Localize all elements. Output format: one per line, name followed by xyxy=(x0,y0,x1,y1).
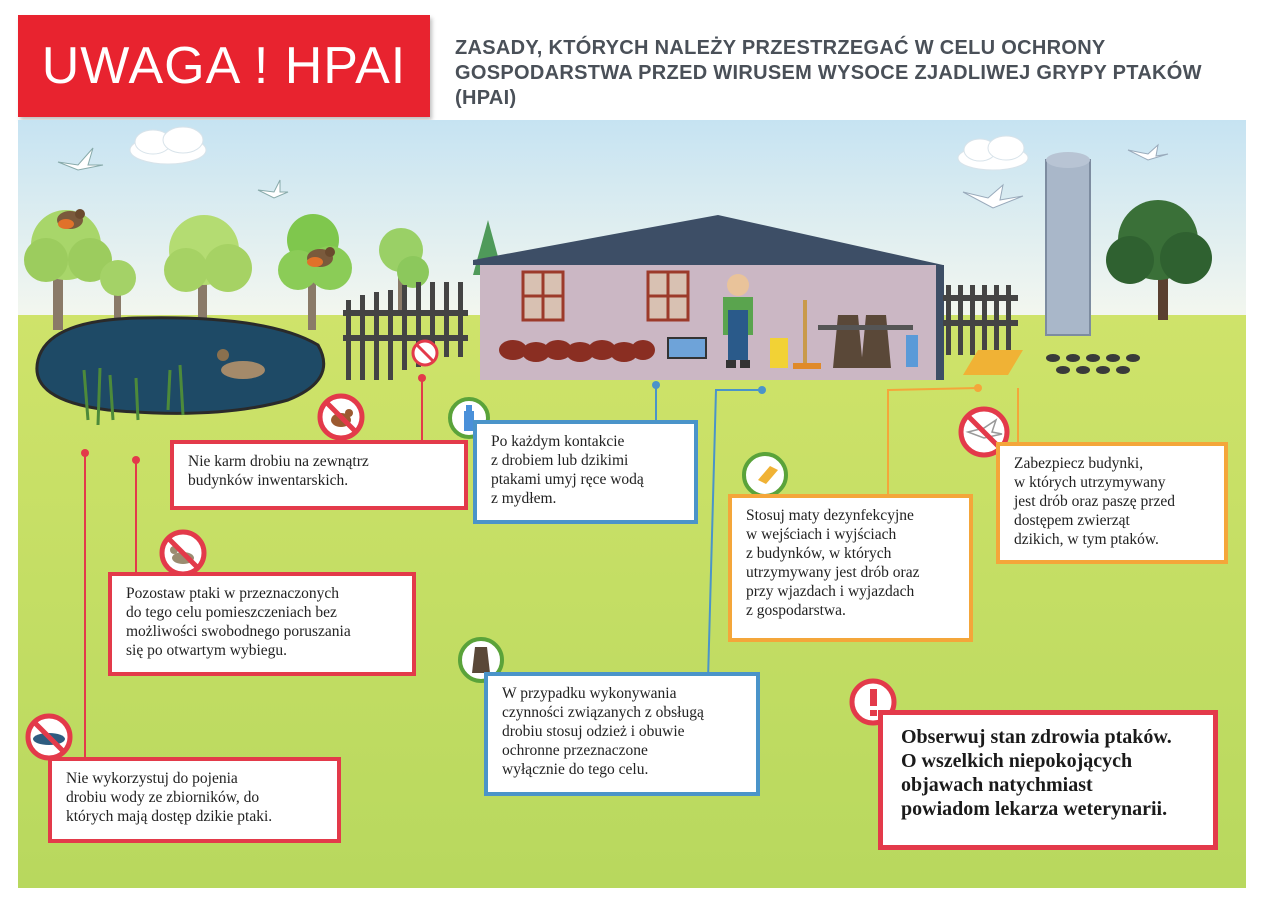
no-feeding-icon xyxy=(410,338,440,368)
egg-tray xyxy=(668,338,706,358)
warning-banner xyxy=(18,15,430,117)
no-walking-bird-icon xyxy=(158,528,208,578)
rule-protective-clothing: W przypadku wykonywania czynności związanych z obsługą drobiu stosuj odzież i obuwie ochronne przeznaczone wyłącznie do tego celu. xyxy=(484,672,760,796)
disinfection-mat-icon xyxy=(740,450,790,500)
rule-no-feeding-outside: Nie karm drobiu na zewnątrz budynków inwentarskich. xyxy=(170,440,468,510)
silo xyxy=(1046,152,1090,335)
boots xyxy=(770,338,788,368)
rule-keep-birds-inside: Pozostaw ptaki w przeznaczonych do tego celu pomieszczeniach bez możliwości swobodnego poruszania się po otwartym wybiegu. xyxy=(108,572,416,676)
broom xyxy=(803,300,807,365)
rule-wash-hands: Po każdym kontakcie z drobiem lub dzikimi ptakami umyj ręce wodą z mydłem. xyxy=(473,420,698,524)
rule-no-wild-water: Nie wykorzystuj do pojenia drobiu wody ze zbiorników, do których mają dostęp dzikie ptaki. xyxy=(48,757,341,843)
soap-bottle xyxy=(906,335,918,367)
rule-secure-buildings: Zabezpiecz budynki, w których utrzymywany jest drób oraz paszę przed dostępem zwierząt dzikich, w tym ptaków. xyxy=(996,442,1228,564)
farm-illustration xyxy=(18,120,1246,888)
no-water-dish-icon xyxy=(24,712,74,762)
no-hen-outside-icon xyxy=(316,392,366,442)
cloud xyxy=(130,127,206,164)
banner-title: UWAGA ! HPAI xyxy=(41,37,407,95)
rule-observe-health: Obserwuj stan zdrowia ptaków. O wszelkich niepokojących objawach natychmiast powiadom lekarza weterynarii. xyxy=(878,710,1218,850)
page-title: ZASADY, KTÓRYCH NALEŻY PRZESTRZEGAĆ W CELU OCHRONY GOSPODARSTWA PRZED WIRUSEM WYSOCE ZJADLIWEJ GRYPY PTAKÓW (HPAI) xyxy=(455,37,1202,109)
duck xyxy=(221,361,265,379)
rule-disinfection-mats: Stosuj maty dezynfekcyjne w wejściach i wyjściach z budynków, w których utrzymywany jest drób oraz przy wjazdach i wyjazdach z gospodarstwa. xyxy=(728,494,973,642)
